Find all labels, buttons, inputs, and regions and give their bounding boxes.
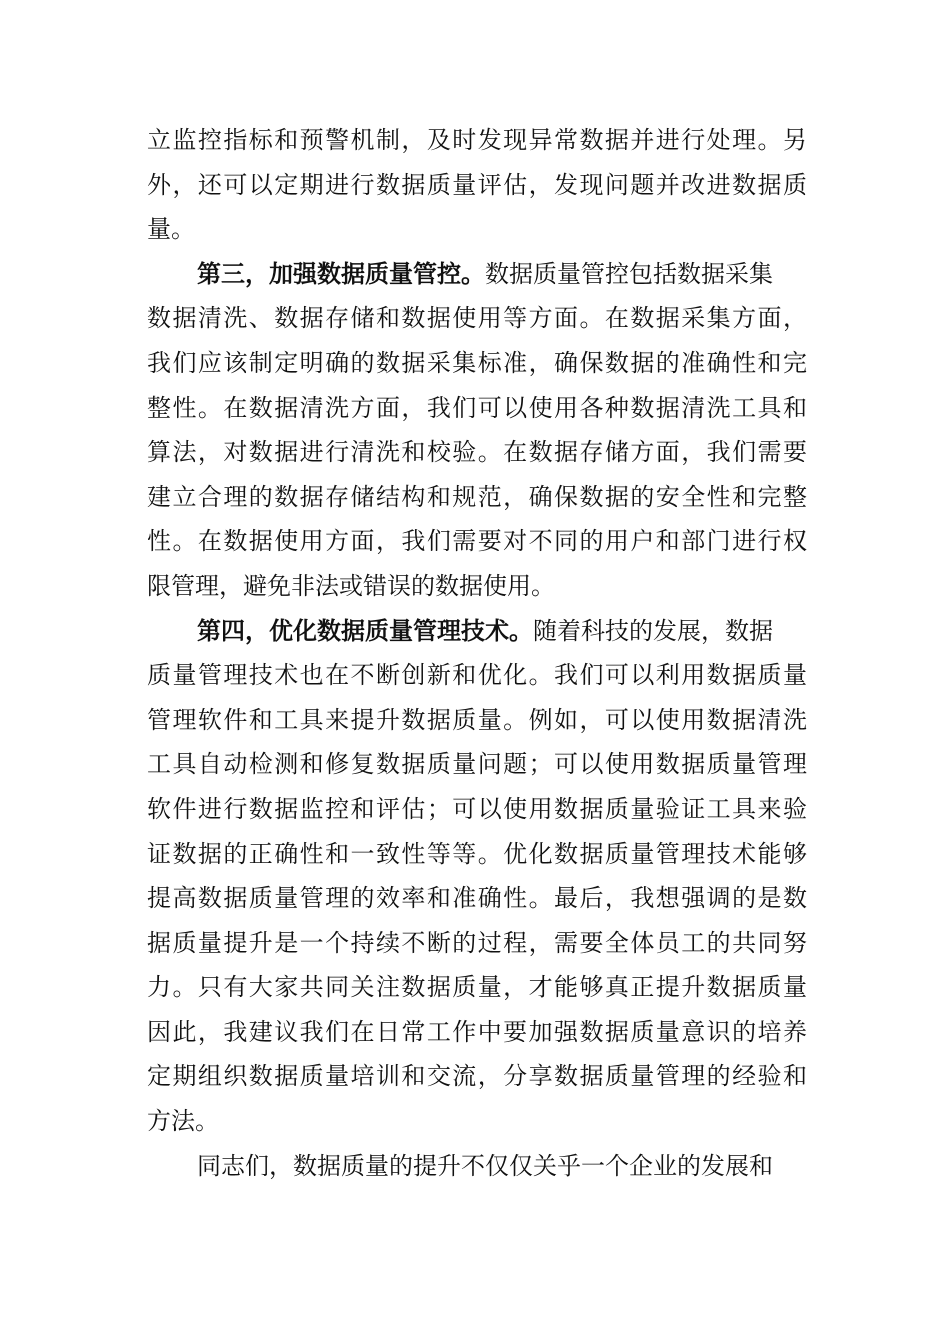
text-line: 建立合理的数据存储结构和规范，确保数据的安全性和完整 — [147, 482, 807, 511]
text-line: 我们应该制定明确的数据采集标准，确保数据的准确性和完 — [147, 348, 807, 377]
paragraph-third-first-line — [147, 252, 807, 297]
text-line: 质量管理技术也在不断创新和优化。我们可以利用数据质量 — [147, 661, 807, 690]
text-line: 方法。 — [147, 1107, 219, 1136]
paragraph-fourth-first-line — [147, 609, 807, 654]
text-line: 提高数据质量管理的效率和准确性。最后，我想强调的是数 — [147, 884, 807, 913]
text-line: 性。在数据使用方面，我们需要对不同的用户和部门进行权 — [147, 527, 807, 556]
heading-third: 第三，加强数据质量管控。 — [197, 258, 485, 288]
text-line: 据质量提升是一个持续不断的过程，需要全体员工的共同努 — [147, 928, 807, 957]
document-page — [147, 118, 807, 1188]
text-line: 数据清洗、数据存储和数据使用等方面。在数据采集方面， — [147, 304, 807, 333]
text-line: 工具自动检测和修复数据质量问题；可以使用数据质量管理 — [147, 750, 807, 779]
text-line: 立监控指标和预警机制，及时发现异常数据并进行处理。另 — [147, 126, 807, 154]
text-line: 外，还可以定期进行数据质量评估，发现问题并改进数据质 — [147, 170, 807, 199]
text-line: 证数据的正确性和一致性等等。优化数据质量管理技术能够 — [147, 839, 807, 868]
text-line: 整性。在数据清洗方面，我们可以使用各种数据清洗工具和 — [147, 393, 807, 422]
text-line: 因此，我建议我们在日常工作中要加强数据质量意识的培养 — [147, 1017, 807, 1046]
text-line: 量。 — [147, 215, 195, 244]
text-line: 软件进行数据监控和评估；可以使用数据质量验证工具来验 — [147, 794, 807, 823]
text-line: 随着科技的发展，数据 — [533, 616, 773, 645]
heading-fourth: 第四，优化数据质量管理技术。 — [197, 615, 533, 645]
text-line: 数据质量管控包括数据采集 — [485, 259, 773, 288]
text-line: 算法，对数据进行清洗和校验。在数据存储方面，我们需要 — [147, 438, 807, 467]
text-line: 力。只有大家共同关注数据质量，才能够真正提升数据质量 — [147, 973, 807, 1002]
text-line: 管理软件和工具来提升数据质量。例如，可以使用数据清洗 — [147, 705, 807, 734]
text-line: 定期组织数据质量培训和交流，分享数据质量管理的经验和 — [147, 1062, 807, 1091]
text-line: 同志们，数据质量的提升不仅仅关乎一个企业的发展和 — [197, 1151, 773, 1180]
text-line: 限管理，避免非法或错误的数据使用。 — [147, 571, 555, 600]
